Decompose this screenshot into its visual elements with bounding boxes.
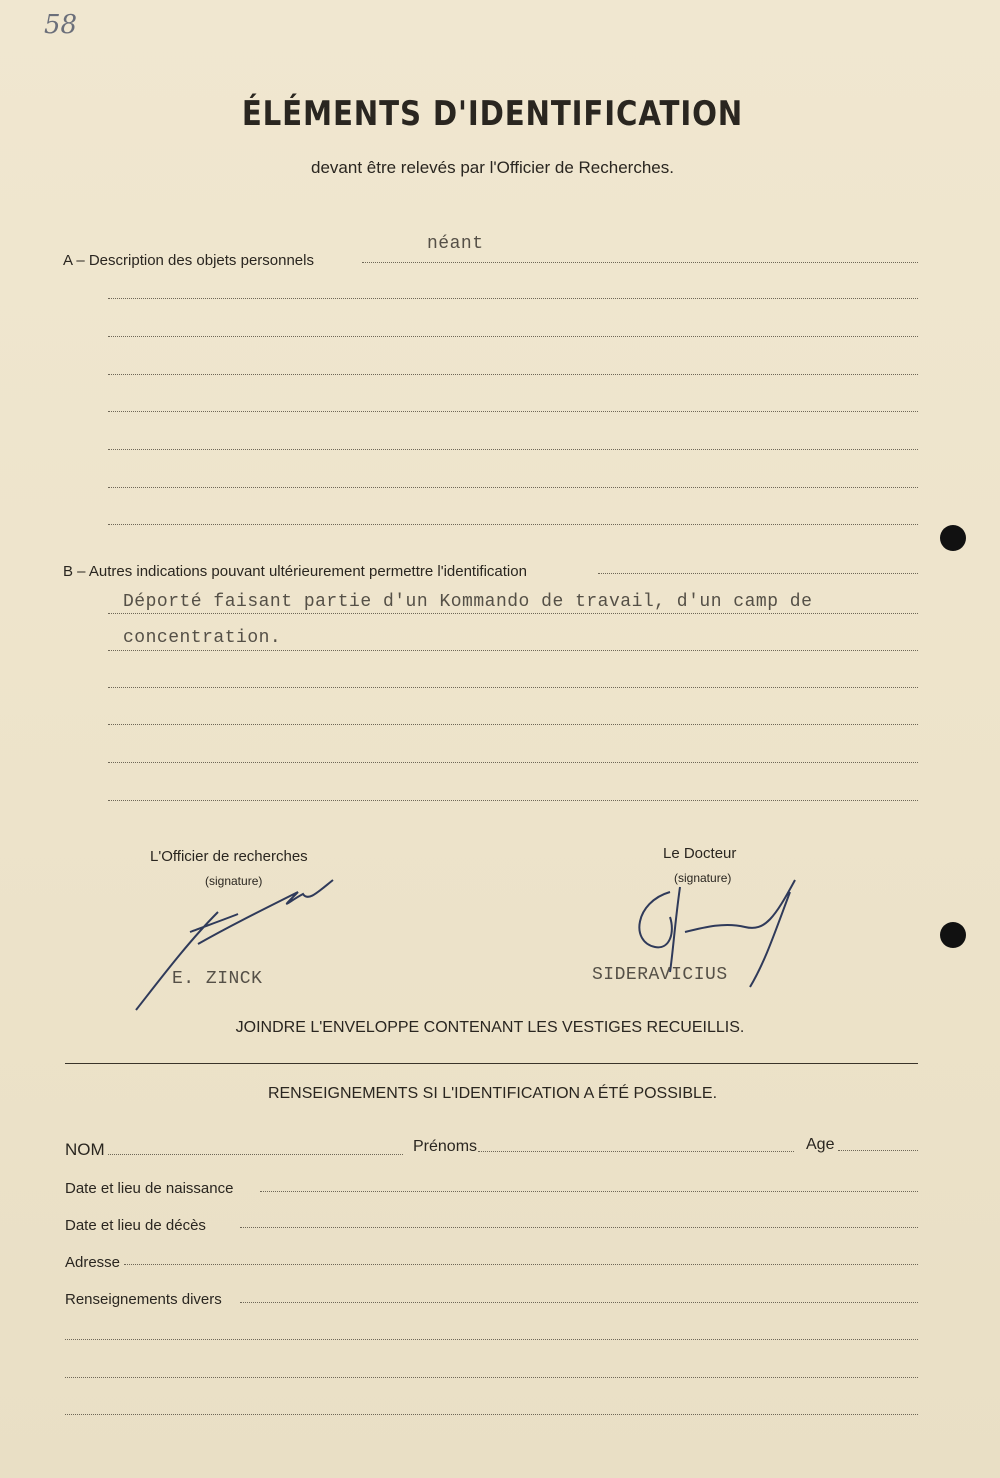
field-divers-line	[65, 1414, 918, 1415]
section-a-line	[108, 374, 918, 375]
field-age-line	[838, 1150, 918, 1151]
section-a-label: A – Description des objets personnels	[63, 252, 314, 269]
field-divers-line	[65, 1339, 918, 1340]
punch-hole	[940, 525, 966, 551]
section-b-line	[108, 650, 918, 651]
field-divers-line	[65, 1377, 918, 1378]
section-divider	[65, 1063, 918, 1064]
section-b-line	[108, 724, 918, 725]
officer-signature-caption: (signature)	[205, 874, 263, 888]
section-a-line	[108, 449, 918, 450]
officer-name: E. ZINCK	[172, 969, 263, 989]
field-prenoms-label: Prénoms	[413, 1138, 478, 1155]
info-heading: RENSEIGNEMENTS SI L'IDENTIFICATION A ÉTÉ POSSIBLE.	[267, 1085, 718, 1102]
officer-title: L'Officier de recherches	[150, 848, 308, 865]
field-nom-line	[108, 1154, 403, 1155]
form-title: ÉLÉMENTS D'IDENTIFICATION	[241, 94, 744, 134]
officer-signature	[128, 872, 348, 1017]
doctor-name: SIDERAVICIUS	[592, 965, 728, 985]
doctor-signature-caption: (signature)	[674, 871, 732, 885]
field-age-label: Age	[806, 1136, 835, 1153]
field-naissance-label: Date et lieu de naissance	[65, 1180, 234, 1197]
section-a-line	[108, 487, 918, 488]
punch-hole	[940, 922, 966, 948]
field-adresse-label: Adresse	[65, 1254, 121, 1271]
field-deces-line	[240, 1227, 918, 1228]
section-b-line	[598, 573, 918, 574]
corner-handwritten-note: 58	[44, 10, 78, 40]
field-divers-line	[240, 1302, 918, 1303]
field-deces-label: Date et lieu de décès	[65, 1217, 206, 1234]
section-a-line	[108, 524, 918, 525]
section-b-line	[108, 613, 918, 614]
field-divers-label: Renseignements divers	[65, 1291, 222, 1308]
section-b-label: B – Autres indications pouvant ultérieurement permettre l'identification	[63, 563, 527, 580]
section-a-line	[108, 336, 918, 337]
section-b-line	[108, 687, 918, 688]
section-b-line	[108, 800, 918, 801]
section-b-value-line1: Déporté faisant partie d'un Kommando de travail, d'un camp de	[123, 592, 813, 612]
enclose-note: JOINDRE L'ENVELOPPE CONTENANT LES VESTIGES RECUEILLIS.	[235, 1019, 745, 1036]
section-a-value: néant	[427, 234, 484, 254]
section-b-value-line2: concentration.	[123, 628, 282, 648]
doctor-title: Le Docteur	[663, 845, 737, 862]
section-a-line	[108, 298, 918, 299]
field-naissance-line	[260, 1191, 918, 1192]
field-nom-label: NOM	[65, 1140, 105, 1159]
form-subtitle: devant être relevés par l'Officier de Recherches.	[311, 158, 674, 177]
section-b-line	[108, 762, 918, 763]
field-prenoms-line	[478, 1151, 794, 1152]
field-adresse-line	[124, 1264, 918, 1265]
section-a-line	[362, 262, 918, 263]
section-a-line	[108, 411, 918, 412]
